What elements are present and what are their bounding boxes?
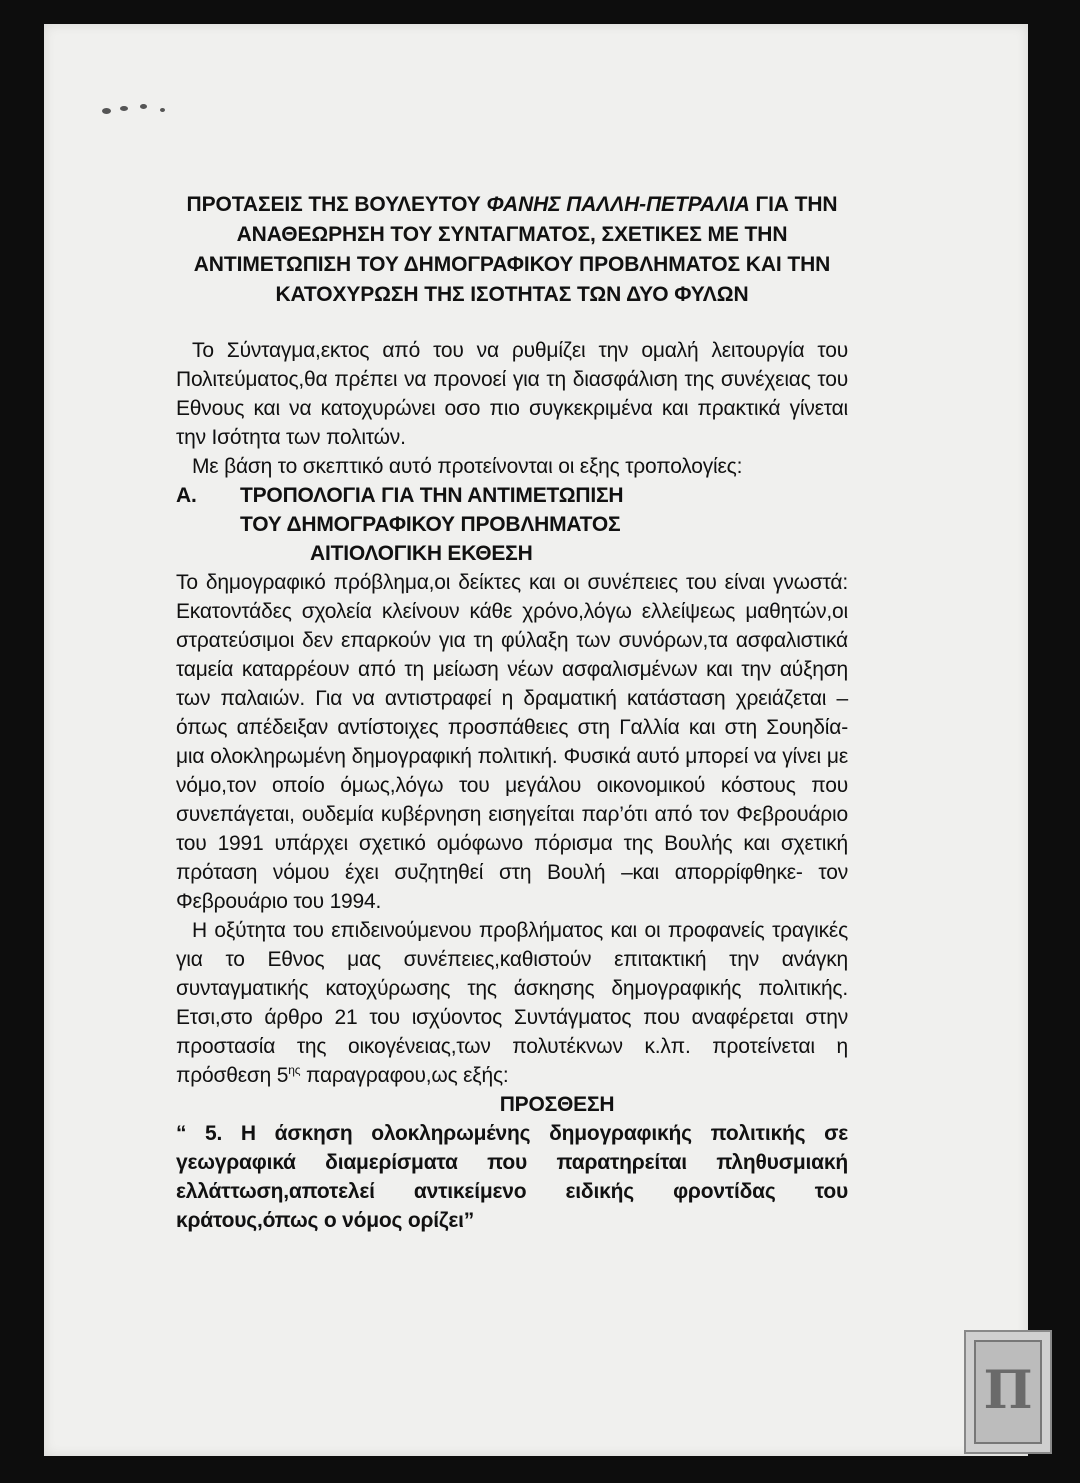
- body-paragraph-1: Το δημογραφικό πρόβλημα,οι δείκτες και οι συνέπειες του είναι γνωστά: Εκατοντάδες σχολεία κλείνουν κάθε χρόνο,λόγω ελλείψεως μαθητών,οι στρατεύσιμοι δεν επαρκούν για τη φύλαξη των συνόρων,τα ασφαλιστικά ταμεία καταρρέουν από τη μείωση νέων ασφαλισμένων και την αύξηση των παλαιών. Για να αντιστραφεί η δραματική κατάσταση χρειάζεται –όπως απέδειξαν αντίστοιχες προσπάθειες στη Γαλλία και στη Σουηδία- μια ολοκληρωμένη δημογραφική πολιτική. Φυσικά αυτό μπορεί να γίνει με νόμο,τον οποίο όμως,λόγω του μεγάλου οικονομικού κόστους που συνεπάγεται, ουδεμία κυβέρνηση εισηγείται παρ’ότι από τον Φεβρουάριο του 1991 υπάρχει σχετικό ομόφωνο πόρισμα της Βουλής και σχετική πρόταση νόμου έχει συζητηθεί στη Βουλή –και απορρίφθηκε- τον Φεβρουάριο του 1994.: [176, 571, 848, 913]
- body-paragraph-2-text: Η οξύτητα του επιδεινούμενου προβλήματος και οι προφανείς τραγικές για το Εθνος μας συνέπειες,καθιστούν επιτακτική την ανάγκη συνταγματικής κατοχύρωσης της άσκησης δημογραφικής πολιτικής. Ετσι,στο άρθρο 21 του ισχύοντος Συντάγματος που αναφέρεται στην προστασία της οικογένειας,των πολυτέκνων κ.λπ. προτείνεται η πρόσθεση 5: [176, 919, 848, 1087]
- body-paragraph-2-end: παραγραφου,ως εξής:: [300, 1064, 509, 1087]
- title-author-name: ΦΑΝΗΣ ΠΑΛΛΗ-ΠΕΤΡΑΛΙΑ: [486, 193, 750, 216]
- document-title: [176, 190, 848, 310]
- title-line-4: ΚΑΤΟΧΥΡΩΣΗ ΤΗΣ ΙΣΟΤΗΤΑΣ ΤΩΝ ΔΥΟ ΦΥΛΩΝ: [275, 283, 749, 306]
- archive-emblem-icon: Π: [983, 1360, 1033, 1421]
- archive-logo-stamp: [964, 1330, 1052, 1454]
- ordinal-superscript: ης: [288, 1063, 301, 1077]
- addition-heading: ΠΡΟΣΘΕΣΗ: [499, 1093, 615, 1116]
- intro-paragraph: Το Σύνταγμα,εκτος από του να ρυθμίζει την ομαλή λειτουργία του Πολιτεύματος,θα πρέπει να προνοεί για τη διασφάλιση της συνέχειας του Εθνους και να κατοχυρώνει οσο πιο συγκεκριμένα και πρακτικά γίνεται την Ισότητα των πολιτών.: [176, 339, 848, 449]
- title-line-1-pre: ΠΡΟΤΑΣΕΙΣ ΤΗΣ ΒΟΥΛΕΥΤΟΥ: [186, 193, 487, 216]
- title-line-2: ΑΝΑΘΕΩΡΗΣΗ ΤΟΥ ΣΥΝΤΑΓΜΑΤΟΣ, ΣΧΕΤΙΚΕΣ ΜΕ ΤΗΝ: [236, 223, 788, 246]
- title-line-3: ΑΝΤΙΜΕΤΩΠΙΣΗ ΤΟΥ ΔΗΜΟΓΡΑΦΙΚΟΥ ΠΡΟΒΛΗΜΑΤΟΣ ΚΑΙ ΤΗΝ: [193, 253, 831, 276]
- intro-paragraph-2: Με βάση το σκεπτικό αυτό προτείνονται οι εξης τροπολογίες:: [192, 455, 743, 478]
- document-text: [176, 190, 848, 1235]
- body-paragraph-2: [176, 916, 848, 1090]
- section-title-line-1: ΤΡΟΠΟΛΟΓΙΑ ΓΙΑ ΤΗΝ ΑΝΤΙΜΕΤΩΠΙΣΗ: [240, 484, 624, 507]
- section-letter: Α.: [176, 484, 197, 507]
- section-subtitle: ΑΙΤΙΟΛΟΓΙΚΗ ΕΚΘΕΣΗ: [310, 542, 533, 565]
- title-line-1-post: ΓΙΑ ΤΗΝ: [749, 193, 838, 216]
- section-heading: [176, 481, 848, 568]
- punch-marks: [102, 102, 172, 122]
- proposed-amendment-quote: “ 5. Η άσκηση ολοκληρωμένης δημογραφικής πολιτικής σε γεωγραφικά διαμερίσματα που παρατηρείται πληθυσμιακή ελλάττωση,αποτελεί αντικείμενο ειδικής φροντίδας του κράτους,όπως ο νόμος ορίζει”: [176, 1122, 848, 1232]
- section-title-line-2: ΤΟΥ ΔΗΜΟΓΡΑΦΙΚΟΥ ΠΡΟΒΛΗΜΑΤΟΣ: [240, 513, 621, 536]
